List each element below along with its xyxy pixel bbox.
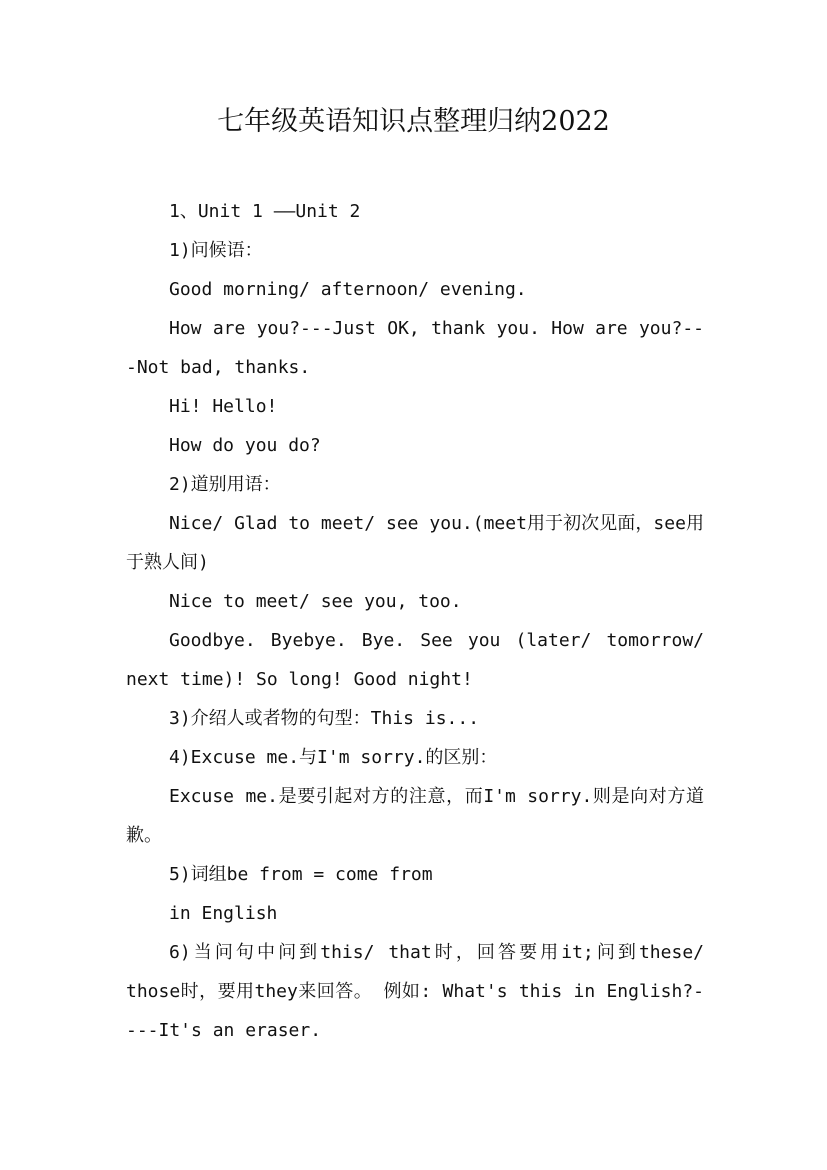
paragraph-be-from: 5)词组be from = come from — [169, 864, 433, 885]
paragraph-this-that: 6)当问句中问到this/ that时，回答要用it;问到these/ those时，要用they来回答。 例如: What's this in English?----It's an eraser. — [126, 942, 704, 1041]
paragraph-greetings-heading: 1)问候语： — [169, 240, 263, 261]
paragraph-excuse-difference: 4)Excuse me.与I'm sorry.的区别： — [169, 747, 498, 768]
document-title: 七年级英语知识点整理归纳2022 — [217, 106, 610, 137]
paragraph-how-are-you: How are you?---Just OK, thank you. How are you?---Not bad, thanks. — [126, 318, 704, 378]
paragraph-good-morning: Good morning/ afternoon/ evening. — [169, 279, 527, 300]
document-body — [126, 192, 704, 1050]
paragraph-farewell-heading: 2)道别用语： — [169, 474, 281, 495]
paragraph-excuse-explain: Excuse me.是要引起对方的注意，而I'm sorry.则是向对方道歉。 — [126, 786, 704, 846]
paragraph-in-english: in English — [169, 903, 278, 924]
paragraph-goodbye: Goodbye. Byebye. Bye. See you (later/ tomorrow/ next time)! So long! Good night! — [126, 630, 704, 690]
paragraph-introduce: 3)介绍人或者物的句型：This is... — [169, 708, 480, 729]
paragraph-hi-hello: Hi! Hello! — [169, 396, 278, 417]
paragraph-how-do-you-do: How do you do? — [169, 435, 321, 456]
paragraph-unit-heading: 1、Unit 1 ——Unit 2 — [169, 201, 361, 222]
paragraph-nice-glad: Nice/ Glad to meet/ see you.(meet用于初次见面，see用于熟人间) — [126, 513, 704, 573]
paragraph-nice-too: Nice to meet/ see you, too. — [169, 591, 462, 612]
